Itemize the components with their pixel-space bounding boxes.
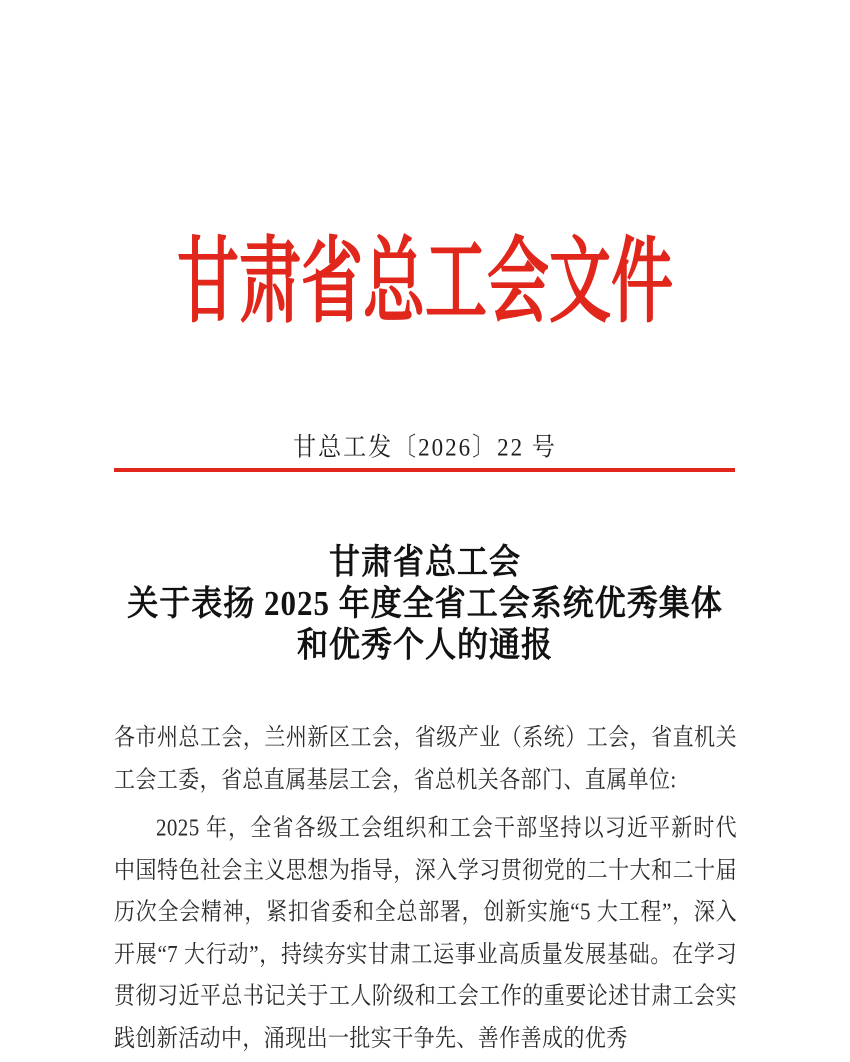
document-title-line-3: 和优秀个人的通报 [297,625,553,665]
document-title [0,541,850,665]
document-title-line-1: 甘肃省总工会 [329,542,521,582]
body-paragraph-addressees: 各市州总工会，兰州新区工会，省级产业（系统）工会，省直机关工会工委，省总直属基层工会，省总机关各部门、直属单位: [114,722,737,793]
document-title-line-2: 关于表扬 2025 年度全省工会系统优秀集体 [127,583,723,623]
document-body [114,716,737,1059]
document-number: 甘总工发〔2026〕22 号 [293,433,557,462]
body-paragraph-main: 2025 年，全省各级工会组织和工会干部坚持以习近平新时代中国特色社会主义思想为指导，深入学习贯彻党的二十大和二十届历次全会精神，紧扣省委和全总部署，创新实施“5 大工程”，深入开展“7 大行动”，持续夯实甘肃工运事业高质量发展基础。在学习贯彻习近平总书记关于工人阶级和工会工作的重要论述甘肃工会实践创新活动中，涌现出一批实干争先、善作善成的优秀 [114,813,737,1052]
red-divider [114,468,735,472]
masthead-title: 甘肃省总工会文件 [176,232,673,335]
